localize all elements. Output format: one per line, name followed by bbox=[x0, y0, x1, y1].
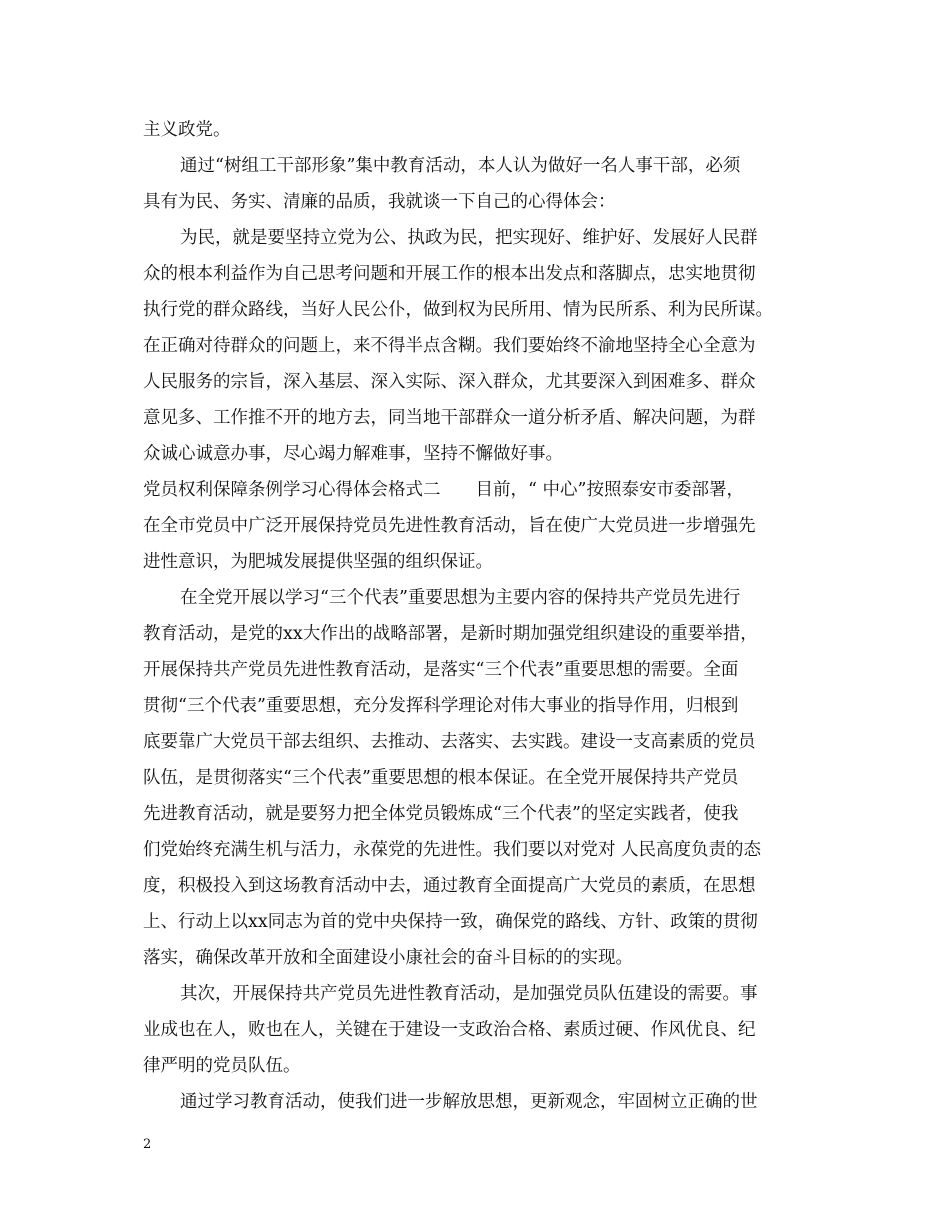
text-line: 教育活动，是党的xx大作出的战略部署，是新时期加强党组织建设的重要举措， bbox=[143, 624, 758, 644]
text-line: 主义政党。 bbox=[143, 120, 231, 140]
text-line: 底要靠广大党员干部去组织、去推动、去落实、去实践。建设一支高素质的党员 bbox=[143, 732, 756, 752]
text-line: 为民，就是要坚持立党为公、执政为民，把实现好、维护好、发展好人民群 bbox=[180, 228, 758, 248]
text-line: 业成也在人，败也在人，关键在于建设一支政治合格、素质过硬、作风优良、纪 bbox=[143, 1020, 756, 1040]
text-line: 意见多、工作推不开的地方去，同当地干部群众一道分析矛盾、解决问题，为群 bbox=[143, 408, 756, 428]
text-line: 在全市党员中广泛开展保持党员先进性教育活动，旨在使广大党员进一步增强先 bbox=[143, 516, 756, 536]
text-line: 们党始终充满生机与活力，永葆党的先进性。我们要以对党对 人民高度负责的态 bbox=[143, 840, 762, 860]
document-body bbox=[143, 112, 813, 1120]
text-line: 度，积极投入到这场教育活动中去，通过教育全面提高广大党员的素质，在思想 bbox=[143, 876, 756, 896]
page-number: 2 bbox=[143, 1137, 152, 1152]
text-line: 具有为民、务实、清廉的品质，我就谈一下自己的心得体会： bbox=[143, 192, 616, 212]
text-line: 众诚心诚意办事，尽心竭力解难事，坚持不懈做好事。 bbox=[143, 444, 563, 464]
text-line: 其次，开展保持共产党员先进性教育活动，是加强党员队伍建设的需要。事 bbox=[180, 984, 758, 1004]
text-line: 在正确对待群众的问题上，来不得半点含糊。我们要始终不渝地坚持全心全意为 bbox=[143, 336, 756, 356]
text-line: 人民服务的宗旨，深入基层、深入实际、深入群众，尤其要深入到困难多、群众 bbox=[143, 372, 756, 392]
text-line: 通过“树组工干部形象”集中教育活动，本人认为做好一名人事干部，必须 bbox=[180, 156, 741, 176]
text-line: 队伍，是贯彻落实“三个代表”重要思想的根本保证。在全党开展保持共产党员 bbox=[143, 768, 739, 788]
text-line: 先进教育活动，就是要努力把全体党员锻炼成“三个代表”的坚定实践者，使我 bbox=[143, 804, 739, 824]
text-line: 律严明的党员队伍。 bbox=[143, 1056, 301, 1076]
text-line: 进性意识，为肥城发展提供坚强的组织保证。 bbox=[143, 552, 493, 572]
text-line: 上、行动上以xx同志为首的党中央保持一致，确保党的路线、方针、政策的贯彻 bbox=[143, 912, 758, 932]
text-line: 通过学习教育活动，使我们进一步解放思想，更新观念，牢固树立正确的世 bbox=[180, 1092, 758, 1112]
text-line: 在全党开展以学习“三个代表”重要思想为主要内容的保持共产党员先进行 bbox=[180, 588, 741, 608]
text-line: 众的根本利益作为自己思考问题和开展工作的根本出发点和落脚点，忠实地贯彻 bbox=[143, 264, 756, 284]
text-line: 落实，确保改革开放和全面建设小康社会的奋斗目标的的实现。 bbox=[143, 948, 633, 968]
text-line: 执行党的群众路线，当好人民公仆，做到权为民所用、情为民所系、利为民所谋。 bbox=[143, 300, 773, 320]
text-line: 开展保持共产党员先进性教育活动，是落实“三个代表”重要思想的需要。全面 bbox=[143, 660, 739, 680]
text-line: 党员权利保障条例学习心得体会格式二 目前，“ 中心”按照泰安市委部署， bbox=[143, 480, 744, 500]
text-line: 贯彻“三个代表”重要思想，充分发挥科学理论对伟大事业的指导作用，归根到 bbox=[143, 696, 739, 716]
